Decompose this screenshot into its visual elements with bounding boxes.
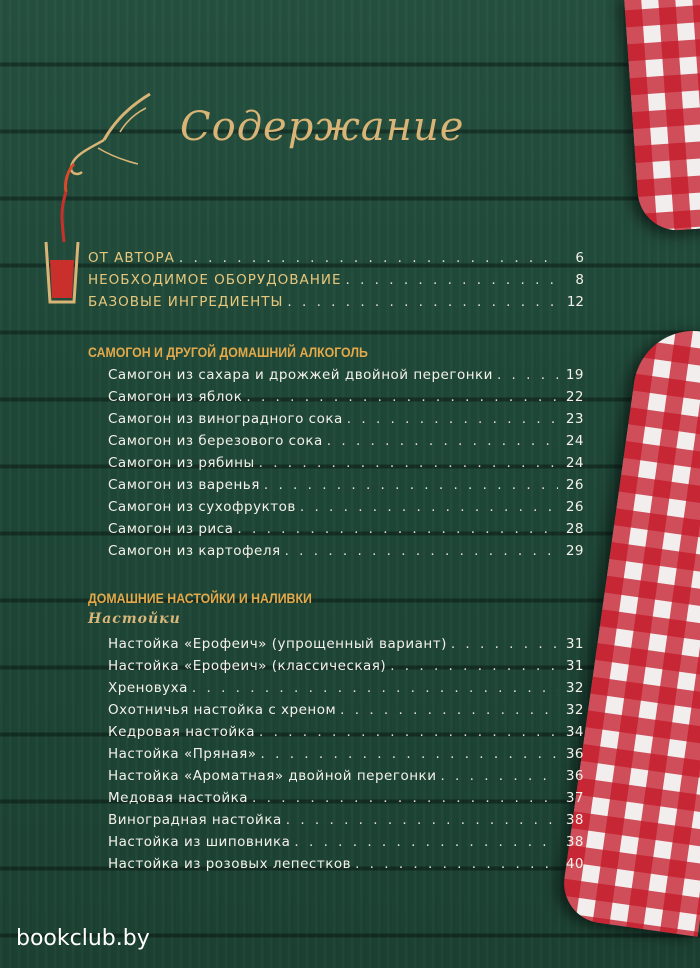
entry-page: 6 <box>575 250 584 266</box>
entry-page: 19 <box>565 367 584 383</box>
toc-entry[interactable] <box>108 499 584 515</box>
leader-dots <box>259 455 558 471</box>
entry-label: Медовая настойка <box>108 790 249 806</box>
entry-page: 40 <box>565 856 584 872</box>
entry-page: 36 <box>565 768 584 784</box>
toc-entry-equipment[interactable] <box>88 272 584 288</box>
toc-entry[interactable] <box>108 521 584 537</box>
entry-label: Настойка «Пряная» <box>108 746 257 762</box>
entry-page: 34 <box>565 724 584 740</box>
entry-label: Самогон из сахара и дрожжей двойной перегонки <box>108 367 493 383</box>
toc-entry[interactable] <box>108 477 584 493</box>
section-heading: ДОМАШНИЕ НАСТОЙКИ И НАЛИВКИ <box>88 590 312 606</box>
leader-dots <box>259 724 558 740</box>
leader-dots <box>285 543 558 559</box>
entry-label: НЕОБХОДИМОЕ ОБОРУДОВАНИЕ <box>88 272 342 288</box>
leader-dots <box>355 856 558 872</box>
entry-label: Самогон из яблок <box>108 389 243 405</box>
entry-label: Самогон из сухофруктов <box>108 499 296 515</box>
leader-dots <box>346 272 558 288</box>
leader-dots <box>497 367 558 383</box>
toc-entry[interactable] <box>108 433 584 449</box>
entry-page: 26 <box>565 477 584 493</box>
leader-dots <box>440 768 558 784</box>
toc-entry-author[interactable] <box>88 250 584 266</box>
toc-entry[interactable] <box>108 680 584 696</box>
leader-dots <box>390 658 558 674</box>
entry-label: Охотничья настойка с хреном <box>108 702 337 718</box>
toc-entry[interactable] <box>108 543 584 559</box>
leader-dots <box>287 294 558 310</box>
entry-page: 32 <box>565 680 584 696</box>
toc-entry[interactable] <box>108 702 584 718</box>
entry-page: 8 <box>575 272 584 288</box>
leader-dots <box>192 680 558 696</box>
toc-entry[interactable] <box>108 724 584 740</box>
entry-label: Настойка «Ерофеич» (классическая) <box>108 658 387 674</box>
entry-page: 23 <box>565 411 584 427</box>
leader-dots <box>252 790 558 806</box>
entry-label: Кедровая настойка <box>108 724 256 740</box>
leader-dots <box>179 250 558 266</box>
entry-label: Самогон из картофеля <box>108 543 281 559</box>
watermark: bookclub.by <box>16 926 150 951</box>
toc-entry[interactable] <box>108 856 584 872</box>
leader-dots <box>237 521 558 537</box>
entry-label: Настойка «Ерофеич» (упрощенный вариант) <box>108 636 447 652</box>
entry-page: 32 <box>565 702 584 718</box>
entry-page: 12 <box>566 294 584 310</box>
leader-dots <box>300 499 558 515</box>
leader-dots <box>294 834 558 850</box>
entry-label: Самогон из риса <box>108 521 234 537</box>
entry-page: 38 <box>565 834 584 850</box>
leader-dots <box>261 746 558 762</box>
leader-dots <box>327 433 558 449</box>
entry-page: 31 <box>565 636 584 652</box>
entry-page: 36 <box>565 746 584 762</box>
toc-entry[interactable] <box>108 746 584 762</box>
toc-entry-ingredients[interactable] <box>88 294 584 310</box>
toc-entry[interactable] <box>108 367 584 383</box>
entry-page: 29 <box>565 543 584 559</box>
entry-page: 31 <box>565 658 584 674</box>
toc-entry[interactable] <box>108 455 584 471</box>
toc-entry[interactable] <box>108 411 584 427</box>
entry-page: 24 <box>565 455 584 471</box>
entry-label: БАЗОВЫЕ ИНГРЕДИЕНТЫ <box>88 294 284 310</box>
entry-label: Хреновуха <box>108 680 188 696</box>
toc-entry[interactable] <box>108 658 584 674</box>
leader-dots <box>286 812 558 828</box>
entry-label: Настойка из розовых лепестков <box>108 856 352 872</box>
leader-dots <box>264 477 558 493</box>
tablecloth-top <box>624 0 700 233</box>
page-title: Содержание <box>180 104 465 150</box>
entry-page: 38 <box>565 812 584 828</box>
entry-label: Самогон из березового сока <box>108 433 323 449</box>
entry-label: Виноградная настойка <box>108 812 282 828</box>
entry-page: 24 <box>565 433 584 449</box>
entry-label: Самогон из рябины <box>108 455 255 471</box>
leader-dots <box>246 389 558 405</box>
toc-entry[interactable] <box>108 790 584 806</box>
entry-page: 22 <box>565 389 584 405</box>
entry-label: ОТ АВТОРА <box>88 250 175 266</box>
entry-page: 28 <box>565 521 584 537</box>
entry-label: Настойка «Ароматная» двойной перегонки <box>108 768 437 784</box>
leader-dots <box>347 411 558 427</box>
toc-entry[interactable] <box>108 812 584 828</box>
subsection-heading: Настойки <box>88 611 181 627</box>
toc-entry[interactable] <box>108 636 584 652</box>
entry-page: 26 <box>565 499 584 515</box>
leader-dots <box>340 702 558 718</box>
toc-entry[interactable] <box>108 768 584 784</box>
entry-label: Настойка из шиповника <box>108 834 291 850</box>
entry-page: 37 <box>565 790 584 806</box>
toc-entry[interactable] <box>108 389 584 405</box>
entry-label: Самогон из виноградного сока <box>108 411 343 427</box>
section-heading: САМОГОН И ДРУГОЙ ДОМАШНИЙ АЛКОГОЛЬ <box>88 344 368 360</box>
entry-label: Самогон из варенья <box>108 477 260 493</box>
toc-entry[interactable] <box>108 834 584 850</box>
leader-dots <box>451 636 558 652</box>
